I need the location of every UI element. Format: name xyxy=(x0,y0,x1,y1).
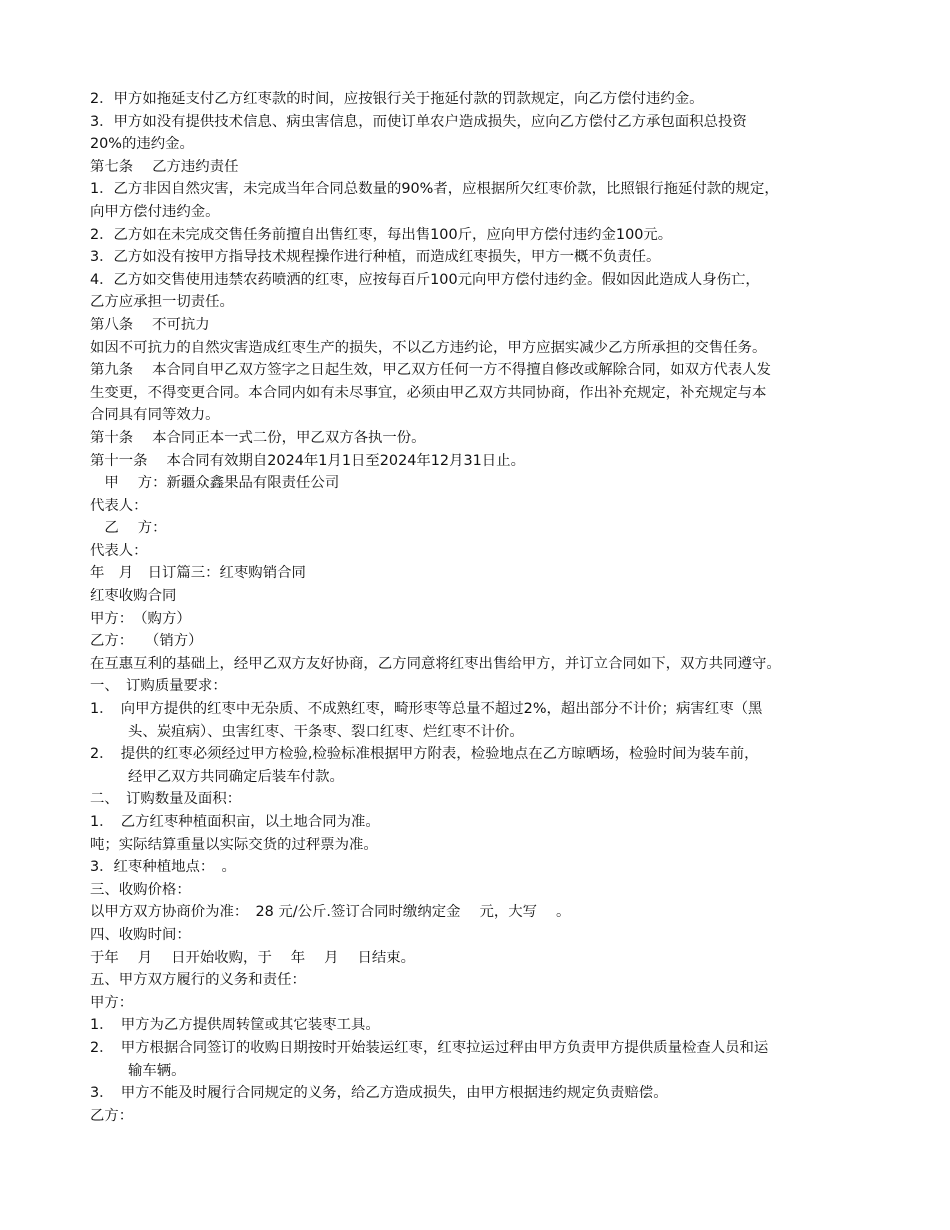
contract-title: 红枣收购合同 xyxy=(90,588,177,605)
section-heading: 第八条 不可抗力 xyxy=(90,316,210,333)
text-line: 3．甲方如没有提供技术信息、病虫害信息，而使订单农户造成损失，应向乙方偿付乙方承包面积总投资 xyxy=(90,113,747,130)
section-heading: 二、 订购数量及面积： xyxy=(90,791,242,808)
text-line: 第十条 本合同正本一式二份，甲乙双方各执一份。 xyxy=(90,429,426,446)
text-line: 年 月 日订篇三：红枣购销合同 xyxy=(90,565,306,582)
text-line: 输车辆。 xyxy=(128,1062,186,1079)
text-line: 乙方： xyxy=(90,1107,134,1124)
party-a-line: 甲方： （购方） xyxy=(90,610,191,627)
signature-party-a: 甲 方：新疆众鑫果品有限责任公司 xyxy=(90,475,340,492)
section-heading: 三、收购价格： xyxy=(90,881,191,898)
text-line: 3．乙方如没有按甲方指导技术规程操作进行种植，而造成红枣损失，甲方一概不负责任。 xyxy=(90,249,661,266)
text-line: 在互惠互利的基础上，经甲乙双方友好协商，乙方同意将红枣出售给甲方，并订立合同如下，双方共同遵守。 xyxy=(90,655,781,672)
text-line: 1． 向甲方提供的红枣中无杂质、不成熟红枣，畸形枣等总量不超过2%，超出部分不计价；病害红枣（黑 xyxy=(90,701,763,718)
section-heading: 第七条 乙方违约责任 xyxy=(90,158,239,175)
text-line: 头、炭疽病）、虫害红枣、干条枣、裂口红枣、烂红枣不计价。 xyxy=(128,723,524,740)
text-line: 于年 月 日开始收购，于 年 月 日结束。 xyxy=(90,949,416,966)
text-line: 20%的违约金。 xyxy=(90,136,194,153)
text-line: 3．红枣种植地点： 。 xyxy=(90,859,236,876)
party-b-line: 乙方： （销方） xyxy=(90,633,203,650)
section-heading: 五、甲方双方履行的义务和责任： xyxy=(90,972,306,989)
signature-party-b: 乙 方： xyxy=(90,520,167,537)
section-heading: 四、收购时间： xyxy=(90,926,191,943)
section-heading: 一、 订购质量要求： xyxy=(90,678,227,695)
text-line: 吨；实际结算重量以实际交货的过秤票为准。 xyxy=(90,836,378,853)
text-line: 以甲方双方协商价为准： 28 元/公斤.签订合同时缴纳定金 元，大写 。 xyxy=(90,904,571,921)
text-line: 2．甲方如拖延支付乙方红枣款的时间，应按银行关于拖延付款的罚款规定，向乙方偿付违约金。 xyxy=(90,91,704,107)
text-line: 生变更，不得变更合同。本合同内如有未尽事宜，必须由甲乙双方共同协商，作出补充规定，补充规定与本 xyxy=(90,384,767,401)
text-line: 3． 甲方不能及时履行合同规定的义务，给乙方造成损失，由甲方根据违约规定负责赔偿。 xyxy=(90,1085,668,1102)
text-line: 乙方应承担一切责任。 xyxy=(90,294,234,311)
text-line: 2．乙方如在未完成交售任务前擅自出售红枣，每出售100斤，应向甲方偿付违约金100元。 xyxy=(90,226,673,243)
text-line: 1． 甲方为乙方提供周转筐或其它装枣工具。 xyxy=(90,1017,380,1034)
signature-representative: 代表人： xyxy=(90,542,148,559)
text-line: 1．乙方非因自然灾害，未完成当年合同总数量的90%者，应根据所欠红枣价款，比照银行拖延付款的规定， xyxy=(90,181,779,198)
text-line: 合同具有同等效力。 xyxy=(90,407,220,424)
text-line: 甲方： xyxy=(90,994,134,1011)
text-line: 2． 甲方根据合同签订的收购日期按时开始装运红枣，红枣拉运过秤由甲方负责甲方提供质量检查人员和运 xyxy=(90,1039,769,1056)
text-line: 经甲乙双方共同确定后装车付款。 xyxy=(128,768,344,785)
text-line: 1． 乙方红枣种植面积亩，以土地合同为准。 xyxy=(90,814,380,830)
text-line: 第十一条 本合同有效期自2024年1月1日至2024年12月31日止。 xyxy=(90,452,525,469)
text-line: 2． 提供的红枣必须经过甲方检验,检验标准根据甲方附表，检验地点在乙方晾晒场，检验时间为装车前， xyxy=(90,746,759,763)
text-line: 如因不可抗力的自然灾害造成红枣生产的损失，不以乙方违约论，甲方应据实减少乙方所承担的交售任务。 xyxy=(90,339,767,356)
signature-representative: 代表人： xyxy=(90,497,148,514)
text-line: 向甲方偿付违约金。 xyxy=(90,203,220,220)
text-line: 4．乙方如交售使用违禁农药喷洒的红枣，应按每百斤100元向甲方偿付违约金。假如因此造成人身伤亡， xyxy=(90,271,760,288)
document-body xyxy=(90,88,870,1127)
text-line: 第九条 本合同自甲乙双方签字之日起生效，甲乙双方任何一方不得擅自修改或解除合同，如双方代表人发 xyxy=(90,362,771,379)
